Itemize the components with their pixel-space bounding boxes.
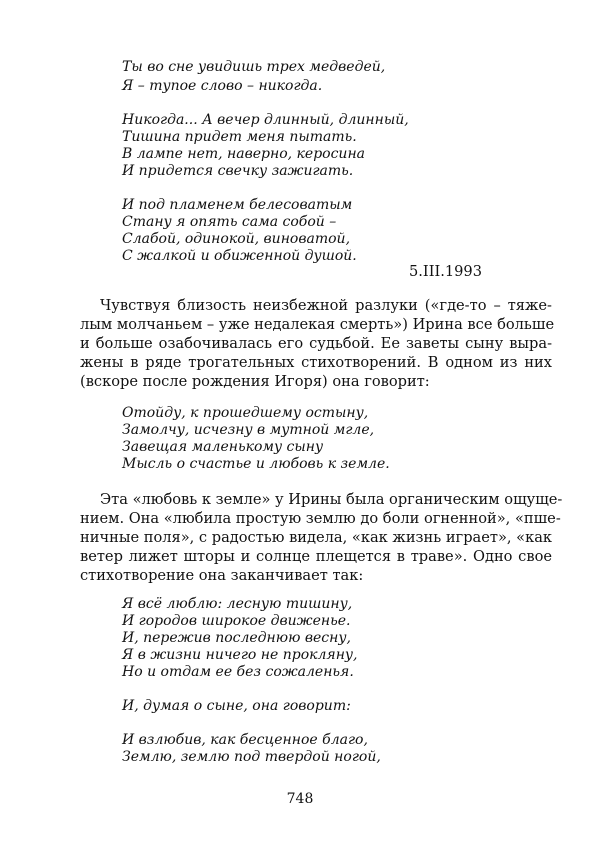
poem-line: С жалкой и обиженной душой.: [122, 248, 357, 264]
poem-line: И городов широкое движенье.: [122, 613, 351, 629]
poem-date: 5.III.1993: [409, 263, 482, 280]
poem-line: Замолчу, исчезну в мутной мгле,: [122, 422, 375, 438]
prose-line: стихотворение она заканчивает так:: [80, 567, 364, 584]
poem-line: И взлюбив, как бесценное благо,: [122, 732, 368, 748]
poem-line: Землю, землю под твердой ногой,: [122, 749, 381, 765]
poem-line: Завещая маленькому сыну: [122, 439, 324, 455]
poem-line: Слабой, одинокой, виноватой,: [122, 231, 351, 247]
poem-line: И придется свечку зажигать.: [122, 163, 354, 179]
prose-line: лым молчаньем – уже недалекая смерть») Ирина все больше: [80, 316, 555, 333]
page-number: 748: [286, 791, 314, 807]
prose-line: ветер лижет шторы и солнце плещется в траве». Одно свое: [80, 548, 552, 565]
prose-line: Чувствуя близость неизбежной разлуки («где-то – тяже-: [100, 297, 552, 314]
poem-line: Я в жизни ничего не прокляну,: [122, 647, 358, 663]
poem-line: Мысль о счастье и любовь к земле.: [122, 456, 390, 472]
poem-line: И, пережив последнюю весну,: [122, 630, 351, 646]
poem-line: Никогда... А вечер длинный, длинный,: [122, 112, 409, 128]
transition-line: И, думая о сыне, она говорит:: [122, 698, 351, 714]
poem-line: Я всё люблю: лесную тишину,: [122, 596, 353, 612]
poem-line: Отойду, к прошедшему остыну,: [122, 405, 369, 421]
poem-line: Я – тупое слово – никогда.: [122, 78, 323, 94]
poem-line: В лампе нет, наверно, керосина: [122, 146, 366, 162]
prose-line: ничные поля», с радостью видела, «как жизнь играет», «как: [80, 529, 553, 546]
poem-line: Ты во сне увидишь трех медведей,: [122, 59, 386, 75]
prose-line: Эта «любовь к земле» у Ирины была органическим ощуще-: [100, 491, 563, 508]
poem-line: И под пламенем белесоватым: [122, 197, 353, 213]
poem-line: Тишина придет меня пытать.: [122, 129, 357, 145]
prose-line: жены в ряде трогательных стихотворений. В одном из них: [80, 354, 552, 371]
prose-line: нием. Она «любила простую землю до боли огненной», «пше-: [80, 510, 561, 527]
prose-line: и больше озабочивалась его судьбой. Ее заветы сыну выра-: [80, 335, 552, 352]
prose-line: (вскоре после рождения Игоря) она говорит:: [80, 373, 430, 390]
poem-line: Стану я опять сама собой –: [122, 214, 337, 230]
poem-line: Но и отдам ее без сожаленья.: [122, 664, 354, 680]
